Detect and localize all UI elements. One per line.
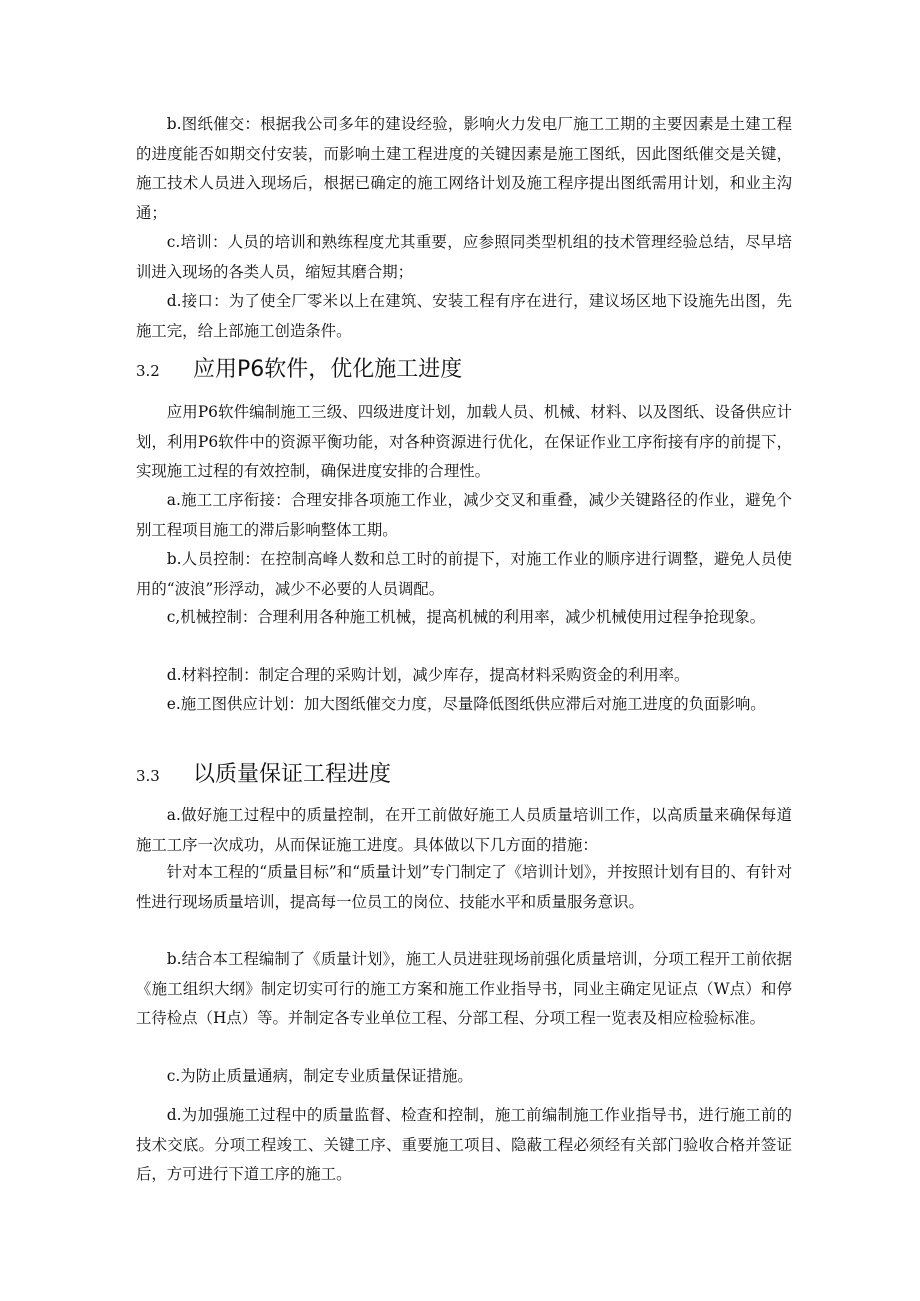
section-heading-3-3	[136, 758, 792, 792]
paragraph-training-plan: 针对本工程的“质量目标”和“质量计划”专门制定了《培训计划》，并按照计划有目的、有针对性进行现场质量培训，提高每一位员工的岗位、技能水平和质量服务意识。	[136, 863, 792, 911]
paragraph-drawing-expediting: b.图纸催交：根据我公司多年的建设经验，影响火力发电厂施工工期的主要因素是土建工程的进度能否如期交付安装，而影响土建工程进度的关键因素是施工图纸，因此图纸催交是关键，施工技术人员进入现场后，根据已确定的施工网络计划及施工程序提出图纸需用计划，和业主沟通；	[136, 115, 792, 222]
paragraph-machinery-control: c,机械控制：合理利用各种施工机械，提高机械的利用率，减少机械使用过程争抢现象。	[166, 608, 766, 626]
paragraph-p6-intro: 应用P6软件编制施工三级、四级进度计划，加载人员、机械、材料、以及图纸、设备供应计划，利用P6软件中的资源平衡功能，对各种资源进行优化，在保证作业工序衔接有序的前提下，实现施工过程的有效控制，确保进度安排的合理性。	[136, 403, 792, 481]
section-title: 以质量保证工程进度	[193, 762, 392, 787]
paragraph-quality-plan: b.结合本工程编制了《质量计划》，施工人员进驻现场前强化质量培训，分项工程开工前依据《施工组织大纲》制定切实可行的施工方案和施工作业指导书，同业主确定见证点（W点）和停工待检点（H点）等。并制定各专业单位工程、分部工程、分项工程一览表及相应检验标准。	[136, 950, 792, 1028]
paragraph-process-sequence: a.施工工序衔接：合理安排各项施工作业，减少交叉和重叠，减少关键路径的作业，避免个别工程项目施工的滞后影响整体工期。	[136, 491, 792, 539]
section-number: 3.3	[136, 767, 160, 785]
section-heading-3-2	[136, 353, 792, 387]
paragraph-personnel-control: b.人员控制：在控制高峰人数和总工时的前提下，对施工作业的顺序进行调整，避免人员使用的“波浪”形浮动，减少不必要的人员调配。	[136, 550, 792, 598]
paragraph-quality-defects: c.为防止质量通病，制定专业质量保证措施。	[166, 1067, 473, 1085]
paragraph-drawing-supply: e.施工图供应计划：加大图纸催交力度，尽量降低图纸供应滞后对施工进度的负面影响。	[166, 695, 766, 713]
section-title: 应用P6软件，优化施工进度	[193, 357, 463, 382]
section-number: 3.2	[136, 362, 160, 380]
paragraph-quality-supervision: d.为加强施工过程中的质量监督、检查和控制，施工前编制施工作业指导书，进行施工前的技术交底。分项工程竣工、关键工序、重要施工项目、隐蔽工程必须经有关部门验收合格并签证后，方可进行下道工序的施工。	[136, 1106, 792, 1184]
paragraph-training: c.培训：人员的培训和熟练程度尤其重要，应参照同类型机组的技术管理经验总结，尽早培训进入现场的各类人员，缩短其磨合期；	[136, 233, 792, 281]
paragraph-interface: d.接口：为了使全厂零米以上在建筑、安装工程有序在进行，建议场区地下设施先出图，先施工完，给上部施工创造条件。	[136, 292, 792, 340]
paragraph-material-control: d.材料控制：制定合理的采购计划，减少库存，提高材料采购资金的利用率。	[166, 666, 690, 684]
paragraph-quality-control: a.做好施工过程中的质量控制，在开工前做好施工人员质量培训工作，以高质量来确保每道施工工序一次成功，从而保证施工进度。具体做以下几方面的措施：	[136, 806, 792, 854]
